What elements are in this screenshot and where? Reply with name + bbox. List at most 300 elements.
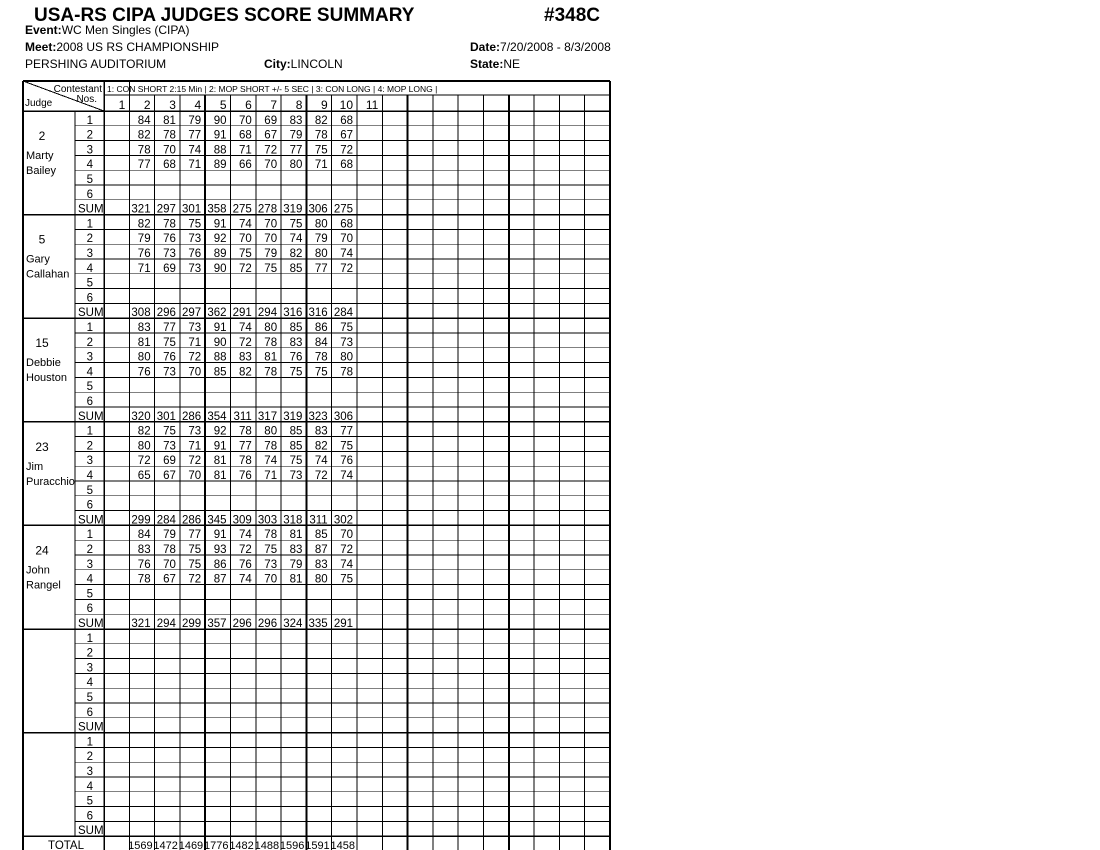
score-cell: 83: [314, 558, 328, 571]
score-cell: 72: [314, 470, 328, 482]
score-cell: 67: [163, 470, 176, 482]
score-cell: 77: [289, 144, 303, 157]
score-cell: 73: [188, 262, 202, 275]
score-cell: 84: [314, 336, 328, 349]
row-label: 5: [86, 692, 93, 704]
score-cell: 82: [314, 440, 328, 453]
score-cell: 74: [188, 144, 202, 157]
sum-cell: 286: [182, 514, 202, 527]
sum-cell: 308: [131, 307, 151, 320]
row-label: 6: [86, 499, 93, 512]
score-cell: 82: [137, 129, 151, 142]
score-cell: 70: [264, 233, 278, 246]
judge-number: 23: [35, 439, 49, 454]
row-label: 3: [86, 558, 93, 571]
score-cell: 75: [188, 558, 202, 571]
score-cell: 83: [289, 336, 303, 349]
score-cell: 82: [137, 218, 151, 231]
contestant-label: Contestant: [53, 84, 102, 95]
score-cell: 80: [340, 351, 353, 364]
score-cell: 78: [314, 129, 328, 142]
score-cell: 70: [340, 529, 353, 542]
score-cell: 66: [239, 159, 252, 172]
sum-cell: 294: [257, 307, 278, 320]
sum-cell: 345: [207, 514, 227, 527]
score-cell: 92: [213, 425, 227, 438]
score-cell: 78: [314, 351, 328, 364]
event-value: WC Men Singles (CIPA): [61, 23, 190, 37]
score-cell: 82: [289, 248, 303, 260]
score-cell: 78: [137, 144, 151, 157]
score-cell: 75: [314, 144, 328, 157]
contestant-number: 7: [270, 98, 278, 112]
score-cell: 69: [163, 262, 176, 275]
criteria-legend: 1: CON SHORT 2:15 Min | 2: MOP SHORT +/- 5 SEC | 3: CON LONG | 4: MOP LONG |: [107, 84, 438, 94]
score-cell: 72: [264, 144, 278, 157]
total-cell: 1458: [330, 840, 355, 850]
judge-first-name: Gary: [26, 253, 50, 266]
row-label: 3: [86, 766, 93, 778]
score-cell: 65: [137, 470, 151, 482]
score-cell: 73: [163, 440, 176, 453]
row-label: 4: [86, 780, 93, 793]
sum-cell: 324: [283, 618, 303, 630]
sum-cell: 275: [232, 203, 252, 216]
score-cell: 72: [137, 455, 151, 468]
score-cell: 72: [188, 455, 202, 468]
score-cell: 88: [213, 144, 227, 157]
score-cell: 68: [340, 114, 353, 127]
judge-last-name: Houston: [26, 372, 67, 385]
score-cell: 70: [163, 558, 176, 571]
score-cell: 80: [137, 351, 151, 364]
total-cell: 1488: [254, 840, 280, 850]
score-cell: 81: [213, 455, 227, 468]
score-cell: 75: [314, 366, 328, 379]
row-label: 4: [86, 573, 93, 586]
score-cell: 72: [340, 544, 353, 556]
total-cell: 1569: [128, 840, 153, 850]
score-cell: 76: [137, 558, 151, 571]
contestant-number: 1: [118, 98, 126, 112]
row-label: 4: [86, 677, 93, 690]
row-label: 1: [86, 632, 93, 645]
score-cell: 79: [137, 233, 151, 246]
score-cell: 76: [137, 366, 151, 379]
score-cell: 71: [239, 144, 252, 157]
sum-cell: 335: [308, 618, 328, 630]
sum-label: SUM: [78, 307, 104, 320]
score-cell: 81: [137, 336, 151, 349]
score-cell: 75: [264, 262, 278, 275]
contestant-number: 10: [339, 98, 353, 112]
sum-cell: 301: [156, 410, 176, 423]
venue: PERSHING AUDITORIUM: [25, 57, 167, 71]
score-cell: 68: [239, 129, 252, 142]
row-label: 2: [86, 440, 93, 453]
score-cell: 85: [289, 425, 303, 438]
score-cell: 75: [289, 455, 303, 468]
score-cell: 91: [213, 322, 227, 334]
score-cell: 76: [340, 455, 353, 468]
score-cell: 85: [213, 366, 227, 379]
score-cell: 71: [137, 262, 151, 275]
row-label: 2: [86, 647, 93, 660]
score-cell: 80: [264, 425, 278, 438]
score-cell: 81: [213, 470, 227, 482]
score-cell: 91: [213, 129, 227, 142]
score-cell: 74: [239, 322, 252, 334]
sum-cell: 303: [257, 514, 278, 527]
score-cell: 78: [264, 440, 278, 453]
score-cell: 68: [163, 159, 176, 172]
score-cell: 93: [213, 544, 227, 556]
judge-number: 24: [35, 543, 49, 558]
row-label: 5: [86, 588, 93, 601]
sum-cell: 275: [333, 203, 353, 216]
score-cell: 89: [213, 159, 227, 172]
sum-cell: 318: [283, 514, 303, 527]
total-label: TOTAL: [48, 840, 84, 850]
score-cell: 72: [239, 262, 252, 275]
sum-cell: 294: [156, 618, 176, 630]
row-label: 3: [86, 351, 93, 364]
row-label: 4: [86, 159, 93, 172]
sum-cell: 297: [156, 203, 176, 216]
score-cell: 76: [137, 248, 151, 260]
score-cell: 77: [188, 129, 202, 142]
judge-first-name: Jim: [26, 460, 44, 473]
row-label: 5: [86, 174, 93, 186]
score-cell: 71: [188, 159, 202, 172]
score-cell: 75: [340, 573, 353, 586]
score-cell: 76: [239, 558, 252, 571]
score-cell: 72: [188, 573, 202, 586]
score-cell: 78: [340, 366, 353, 379]
score-cell: 74: [340, 558, 353, 571]
sum-cell: 311: [233, 410, 252, 423]
contestant-number: 3: [169, 98, 176, 112]
sum-cell: 284: [333, 307, 353, 320]
score-cell: 71: [314, 159, 328, 172]
score-cell: 91: [213, 440, 227, 453]
score-cell: 80: [314, 248, 328, 260]
score-cell: 72: [188, 351, 202, 364]
score-cell: 80: [289, 159, 303, 172]
sum-cell: 321: [131, 618, 151, 630]
score-cell: 73: [188, 233, 202, 246]
score-cell: 73: [188, 425, 202, 438]
score-cell: 86: [213, 558, 227, 571]
sum-cell: 319: [283, 410, 303, 423]
sum-cell: 320: [131, 410, 151, 423]
score-cell: 77: [163, 322, 176, 334]
row-label: 5: [86, 277, 93, 290]
score-cell: 70: [264, 573, 278, 586]
contestant-number: 11: [365, 98, 379, 112]
score-cell: 78: [264, 366, 278, 379]
row-label: 2: [86, 233, 93, 246]
judge-last-name: Rangel: [26, 579, 61, 592]
score-cell: 82: [239, 366, 252, 379]
row-label: 6: [86, 810, 93, 823]
sum-label: SUM: [78, 825, 104, 838]
score-cell: 84: [137, 529, 151, 542]
row-label: 5: [86, 381, 93, 394]
sum-cell: 286: [182, 410, 202, 423]
sum-cell: 357: [207, 618, 227, 630]
row-label: 3: [86, 144, 93, 157]
score-cell: 76: [188, 248, 202, 260]
page-title: USA-RS CIPA JUDGES SCORE SUMMARY: [34, 5, 415, 26]
score-cell: 81: [289, 529, 303, 542]
judge-first-name: Debbie: [26, 357, 61, 370]
row-label: 4: [86, 470, 93, 482]
sum-cell: 291: [232, 307, 252, 320]
score-cell: 70: [264, 159, 278, 172]
score-cell: 67: [163, 573, 176, 586]
score-cell: 72: [239, 336, 252, 349]
score-cell: 85: [289, 440, 303, 453]
sum-cell: 299: [131, 514, 151, 527]
sum-label: SUM: [78, 203, 104, 216]
score-cell: 78: [239, 425, 252, 438]
judge-last-name: Callahan: [26, 268, 70, 281]
score-cell: 91: [213, 529, 227, 542]
score-cell: 89: [213, 248, 227, 260]
meet-value: 2008 US RS CHAMPIONSHIP: [56, 40, 220, 54]
score-cell: 79: [289, 558, 303, 571]
event-label: Event:: [25, 23, 62, 37]
score-cell: 69: [163, 455, 176, 468]
score-cell: 91: [213, 218, 227, 231]
score-cell: 78: [239, 455, 252, 468]
score-cell: 85: [314, 529, 328, 542]
score-cell: 79: [264, 248, 278, 260]
score-cell: 84: [137, 114, 151, 127]
score-cell: 70: [188, 470, 202, 482]
judge-number: 15: [35, 336, 49, 351]
score-cell: 83: [239, 351, 252, 364]
row-label: 2: [86, 336, 93, 349]
score-cell: 71: [264, 470, 278, 482]
date-label: Date:: [470, 40, 501, 54]
score-cell: 74: [239, 218, 252, 231]
sum-cell: 291: [333, 618, 353, 630]
judge-first-name: Marty: [26, 150, 54, 162]
score-cell: 73: [340, 336, 353, 349]
score-cell: 70: [163, 144, 176, 157]
score-cell: 73: [264, 558, 278, 571]
score-cell: 83: [289, 544, 303, 556]
sum-cell: 296: [232, 618, 252, 630]
sum-cell: 306: [308, 203, 328, 216]
score-cell: 70: [188, 366, 202, 379]
score-cell: 79: [163, 529, 176, 542]
row-label: 1: [86, 114, 93, 127]
score-cell: 70: [264, 218, 278, 231]
score-cell: 78: [264, 529, 278, 542]
score-cell: 72: [239, 544, 252, 556]
score-cell: 81: [264, 351, 278, 364]
sum-label: SUM: [78, 721, 104, 734]
score-cell: 83: [289, 114, 303, 127]
score-cell: 73: [163, 248, 176, 260]
score-cell: 71: [188, 440, 202, 453]
sheet-number: #348C: [544, 5, 600, 26]
score-cell: 69: [264, 114, 278, 127]
score-cell: 75: [340, 322, 353, 334]
judge-number: 2: [38, 129, 46, 143]
sum-cell: 299: [182, 618, 202, 630]
score-cell: 77: [239, 440, 252, 453]
score-cell: 68: [340, 159, 353, 172]
score-cell: 82: [137, 425, 151, 438]
score-cell: 74: [314, 455, 328, 468]
score-cell: 87: [314, 544, 328, 556]
sum-label: SUM: [78, 410, 104, 423]
city-label: City:: [264, 57, 291, 71]
score-cell: 77: [340, 425, 353, 438]
score-cell: 70: [340, 233, 353, 246]
score-cell: 74: [340, 248, 353, 260]
sum-cell: 296: [156, 307, 176, 320]
sum-cell: 316: [283, 307, 303, 320]
score-cell: 76: [239, 470, 252, 482]
row-label: 3: [86, 248, 93, 260]
state-label: State:: [470, 57, 504, 71]
sum-cell: 284: [156, 514, 176, 527]
score-cell: 72: [340, 262, 353, 275]
sum-cell: 296: [257, 618, 278, 630]
score-cell: 75: [163, 336, 176, 349]
score-cell: 73: [163, 366, 176, 379]
judge-number: 5: [38, 232, 46, 247]
row-label: 1: [86, 218, 93, 231]
score-cell: 83: [137, 322, 151, 334]
sum-cell: 354: [207, 410, 227, 423]
contestant-number: 8: [295, 98, 303, 112]
score-cell: 81: [289, 573, 303, 586]
judge-first-name: John: [26, 564, 50, 577]
score-cell: 79: [314, 233, 328, 246]
score-cell: 78: [264, 336, 278, 349]
row-label: 2: [86, 751, 93, 764]
total-cell: 1469: [178, 840, 204, 850]
meet-label: Meet:: [25, 40, 57, 54]
row-label: 1: [86, 529, 93, 542]
row-label: 4: [86, 366, 93, 379]
sum-cell: 358: [207, 203, 227, 216]
row-label: 5: [86, 484, 93, 497]
row-label: 1: [86, 322, 93, 334]
sum-cell: 309: [232, 514, 252, 527]
score-cell: 87: [213, 573, 227, 586]
score-cell: 70: [239, 233, 252, 246]
score-cell: 85: [289, 322, 303, 334]
score-cell: 77: [188, 529, 202, 542]
score-cell: 85: [289, 262, 303, 275]
row-label: 6: [86, 292, 93, 305]
score-cell: 79: [188, 114, 202, 127]
score-cell: 74: [340, 470, 353, 482]
score-cell: 75: [289, 366, 303, 379]
score-cell: 78: [163, 218, 176, 231]
score-cell: 70: [239, 114, 252, 127]
score-cell: 78: [163, 129, 176, 142]
sum-label: SUM: [78, 618, 104, 630]
score-cell: 75: [188, 544, 202, 556]
score-cell: 78: [163, 544, 176, 556]
contestant-number: 2: [143, 98, 151, 112]
total-cell: 1472: [153, 840, 178, 850]
nos-label: Nos.: [76, 94, 97, 105]
sum-cell: 306: [333, 410, 353, 423]
score-cell: 83: [314, 425, 328, 438]
score-cell: 67: [340, 129, 353, 142]
total-cell: 1591: [305, 840, 330, 850]
score-cell: 76: [163, 233, 176, 246]
score-cell: 77: [314, 262, 328, 275]
score-cell: 73: [289, 470, 303, 482]
score-cell: 78: [137, 573, 151, 586]
score-cell: 75: [163, 425, 176, 438]
total-cell: 1596: [279, 840, 305, 850]
sum-cell: 321: [131, 203, 151, 216]
score-cell: 74: [239, 529, 252, 542]
row-label: 6: [86, 706, 93, 719]
sum-cell: 323: [308, 410, 328, 423]
score-cell: 80: [314, 573, 328, 586]
score-cell: 74: [264, 455, 278, 468]
judge-last-name: Puracchio: [26, 475, 75, 488]
score-cell: 74: [239, 573, 252, 586]
score-cell: 68: [340, 218, 353, 231]
date-value: 7/20/2008 - 8/3/2008: [500, 40, 611, 54]
sum-cell: 302: [333, 514, 353, 527]
total-cell: 1482: [229, 840, 254, 850]
score-cell: 75: [239, 248, 252, 260]
contestant-number: 5: [219, 98, 227, 112]
score-cell: 80: [137, 440, 151, 453]
sum-cell: 301: [182, 203, 202, 216]
row-label: 2: [86, 544, 93, 556]
score-cell: 76: [163, 351, 176, 364]
score-cell: 75: [289, 218, 303, 231]
city-value: LINCOLN: [290, 57, 343, 71]
row-label: 1: [86, 736, 93, 749]
score-cell: 90: [213, 262, 227, 275]
row-label: 2: [86, 129, 93, 142]
judge-last-name: Bailey: [26, 165, 56, 177]
sum-cell: 317: [257, 410, 278, 423]
row-label: 6: [86, 603, 93, 616]
score-cell: 88: [213, 351, 227, 364]
state-value: NE: [503, 57, 521, 71]
sum-cell: 311: [309, 514, 328, 527]
row-label: 5: [86, 795, 93, 808]
total-cell: 1776: [204, 840, 229, 850]
contestant-number: 9: [321, 98, 328, 112]
score-cell: 83: [137, 544, 151, 556]
sum-cell: 319: [283, 203, 303, 216]
score-cell: 90: [213, 114, 227, 127]
score-cell: 80: [314, 218, 328, 231]
score-cell: 74: [289, 233, 303, 246]
row-label: 3: [86, 455, 93, 468]
sum-label: SUM: [78, 514, 104, 527]
score-cell: 73: [188, 322, 202, 334]
